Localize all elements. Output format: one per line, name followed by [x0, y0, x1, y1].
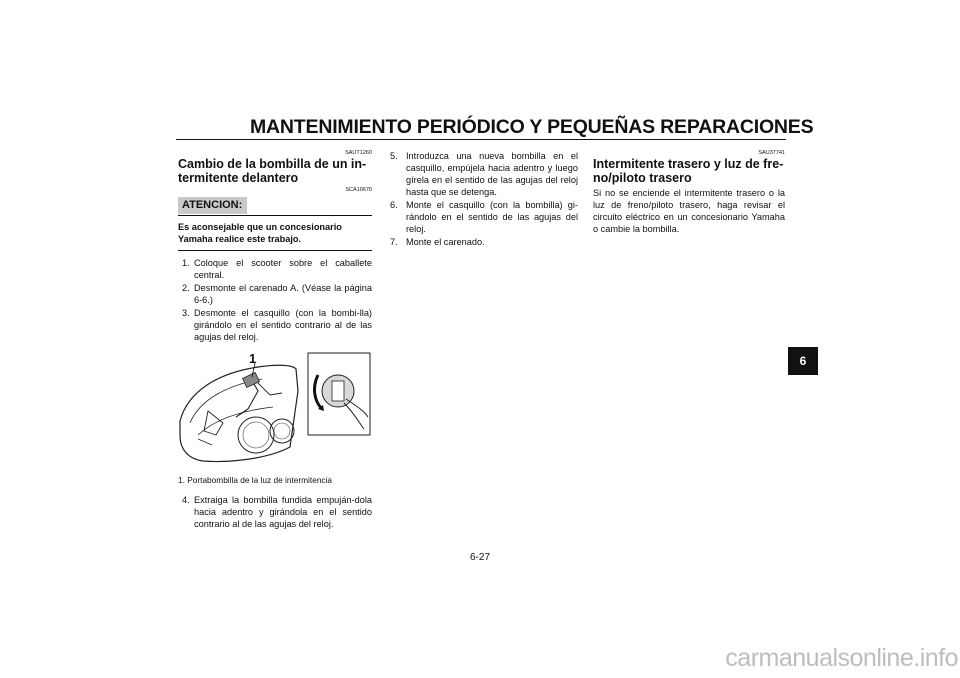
column-middle — [390, 150, 578, 249]
figure-callout-1: 1 — [249, 351, 257, 366]
section-title-rear-turn-signal: Intermitente trasero y luz de fre-no/piloto trasero — [593, 157, 784, 185]
figure-caption: 1. Portabombilla de la luz de intermitencia — [178, 475, 333, 485]
page-header-title: MANTENIMIENTO PERIÓDICO Y PEQUEÑAS REPARACIONES — [250, 116, 814, 138]
watermark: carmanualsonline.info — [725, 644, 958, 672]
steps-list-1 — [178, 257, 372, 343]
attention-label: ATENCION: — [178, 197, 247, 214]
attention-text: Es aconsejable que un concesionario Yamaha realice este trabajo. — [178, 221, 372, 251]
step-1: 1. Coloque el scooter sobre el caballete central. — [182, 258, 372, 280]
section-title-front-turn-signal: Cambio de la bombilla de un in-termitente delantero — [178, 157, 367, 185]
attention-rule — [178, 215, 372, 216]
step-4: 4. Extraiga la bombilla fundida empuján-dola hacia adentro y girándola en el sentido contrario al de las agujas del reloj. — [182, 495, 372, 529]
section-code: SAUT1260 — [345, 150, 372, 156]
caution-code: SCA10670 — [345, 187, 372, 193]
attention-header — [178, 195, 372, 216]
chapter-tab: 6 — [788, 347, 818, 375]
step-5: 5. Introduzca una nueva bombilla en el casquillo, empújela hacia adentro y luego gírela en el sentido de las agujas del reloj hasta que se detenga. — [390, 151, 578, 197]
section-code-rear: SAU37741 — [758, 150, 785, 156]
column-left — [178, 150, 372, 531]
page-number: 6-27 — [469, 552, 490, 563]
step-3: 3. Desmonte el casquillo (con la bombi-lla) girándolo en el sentido contrario al de las agujas del reloj. — [182, 308, 372, 342]
illustration-svg — [178, 351, 372, 471]
step-2: 2. Desmonte el carenado A. (Véase la página 6-6.) — [182, 283, 372, 305]
header-rule — [176, 139, 786, 140]
steps-list-3 — [390, 150, 578, 248]
step-7: 7. Monte el carenado. — [390, 237, 485, 247]
column-right — [593, 150, 785, 235]
rear-light-paragraph: Si no se enciende el intermitente trasero o la luz de freno/piloto trasero, haga revisar el circuito eléctrico en un concesionario Yamaha o cambie la bombilla. — [593, 188, 785, 234]
step-6: 6. Monte el casquillo (con la bombilla) gi-rándolo en el sentido de las agujas del reloj. — [390, 200, 578, 234]
bulb-socket-illustration — [178, 351, 372, 471]
steps-list-2 — [178, 494, 372, 530]
